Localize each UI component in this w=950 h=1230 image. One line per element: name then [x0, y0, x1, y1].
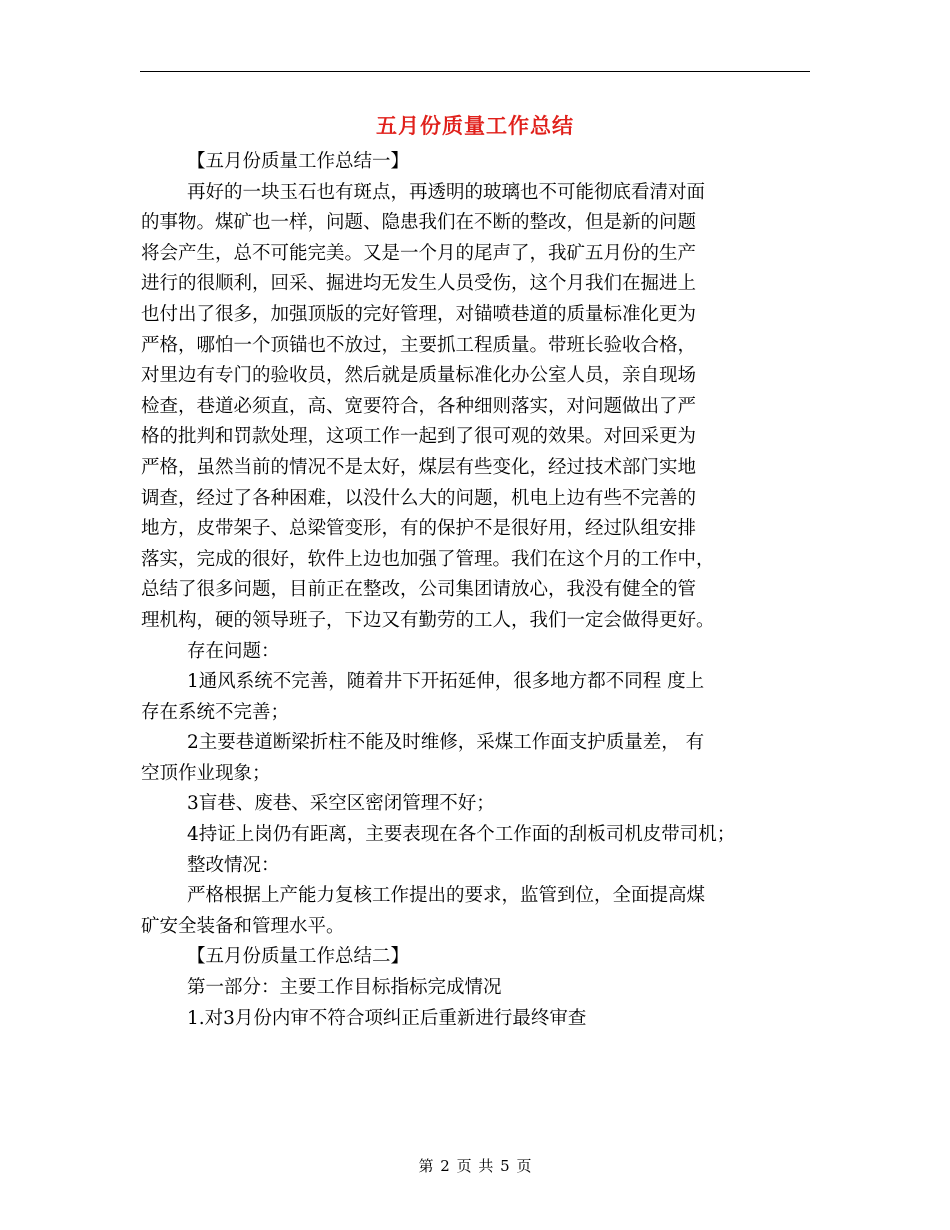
body-line: 严格，虽然当前的情况不是太好，煤层有些变化，经过技术部门实地 [141, 456, 697, 478]
body-line: 矿安全装备和管理水平。 [141, 915, 345, 937]
body-line: 第一部分：主要工作目标指标完成情况 [187, 977, 502, 999]
page-footer: 第 2 页 共 5 页 [418, 1157, 532, 1175]
body-line: 地方，皮带架子、总梁管变形，有的保护不是很好用，经过队组安排 [141, 518, 697, 540]
header-rule [140, 71, 810, 72]
body-line: 存在系统不完善； [141, 701, 290, 723]
body-line: 严格，哪怕一个顶锚也不放过，主要抓工程质量。带班长验收合格， [141, 334, 697, 356]
body-line: 格的批判和罚款处理，这项工作一起到了很可观的效果。对回采更为 [141, 426, 697, 448]
document-body [141, 147, 811, 1034]
body-line: 【五月份质量工作总结二】 [187, 946, 410, 968]
body-line: 1.对3月份内审不符合项纠正后重新进行最终审查 [187, 1007, 587, 1029]
body-line: 空顶作业现象； [141, 762, 271, 784]
body-line: 存在问题： [187, 640, 280, 662]
body-line: 严格根据上产能力复核工作提出的要求，监管到位，全面提高煤 [187, 885, 706, 907]
body-line: 3盲巷、废巷、采空区密闭管理不好； [187, 793, 495, 815]
document-title: 五月份质量工作总结 [376, 114, 574, 138]
body-line: 4持证上岗仍有距离，主要表现在各个工作面的刮板司机皮带司机； [187, 824, 736, 846]
body-line: 整改情况： [187, 854, 280, 876]
body-line: 调查，经过了各种困难，以没什么大的问题，机电上边有些不完善的 [141, 487, 697, 509]
body-line: 对里边有专门的验收员，然后就是质量标准化办公室人员，亲自现场 [141, 365, 697, 387]
body-line: 【五月份质量工作总结一】 [187, 151, 410, 172]
body-line: 检查，巷道必须直，高、宽要符合，各种细则落实，对问题做出了严 [141, 395, 697, 417]
body-line: 再好的一块玉石也有斑点，再透明的玻璃也不可能彻底看清对面 [187, 181, 706, 203]
body-line: 1通风系统不完善，随着井下开拓延伸，很多地方都不同程 度上 [187, 671, 705, 693]
body-line: 进行的很顺利，回采、掘进均无发生人员受伤，这个月我们在掘进上 [141, 273, 697, 295]
body-line: 也付出了很多，加强顶版的完好管理，对锚喷巷道的质量标准化更为 [141, 303, 697, 325]
body-line: 总结了很多问题，目前正在整改，公司集团请放心，我没有健全的管 [141, 579, 697, 601]
body-line: 2主要巷道断梁折柱不能及时维修，采煤工作面支护质量差， 有 [187, 732, 705, 754]
body-line: 的事物。煤矿也一样，问题、隐患我们在不断的整改，但是新的问题 [141, 212, 697, 234]
body-line: 落实，完成的很好，软件上边也加强了管理。我们在这个月的工作中， [141, 548, 715, 570]
body-line: 将会产生，总不可能完美。又是一个月的尾声了，我矿五月份的生产 [141, 242, 697, 264]
body-line: 理机构，硬的领导班子，下边又有勤劳的工人，我们一定会做得更好。 [141, 609, 715, 631]
